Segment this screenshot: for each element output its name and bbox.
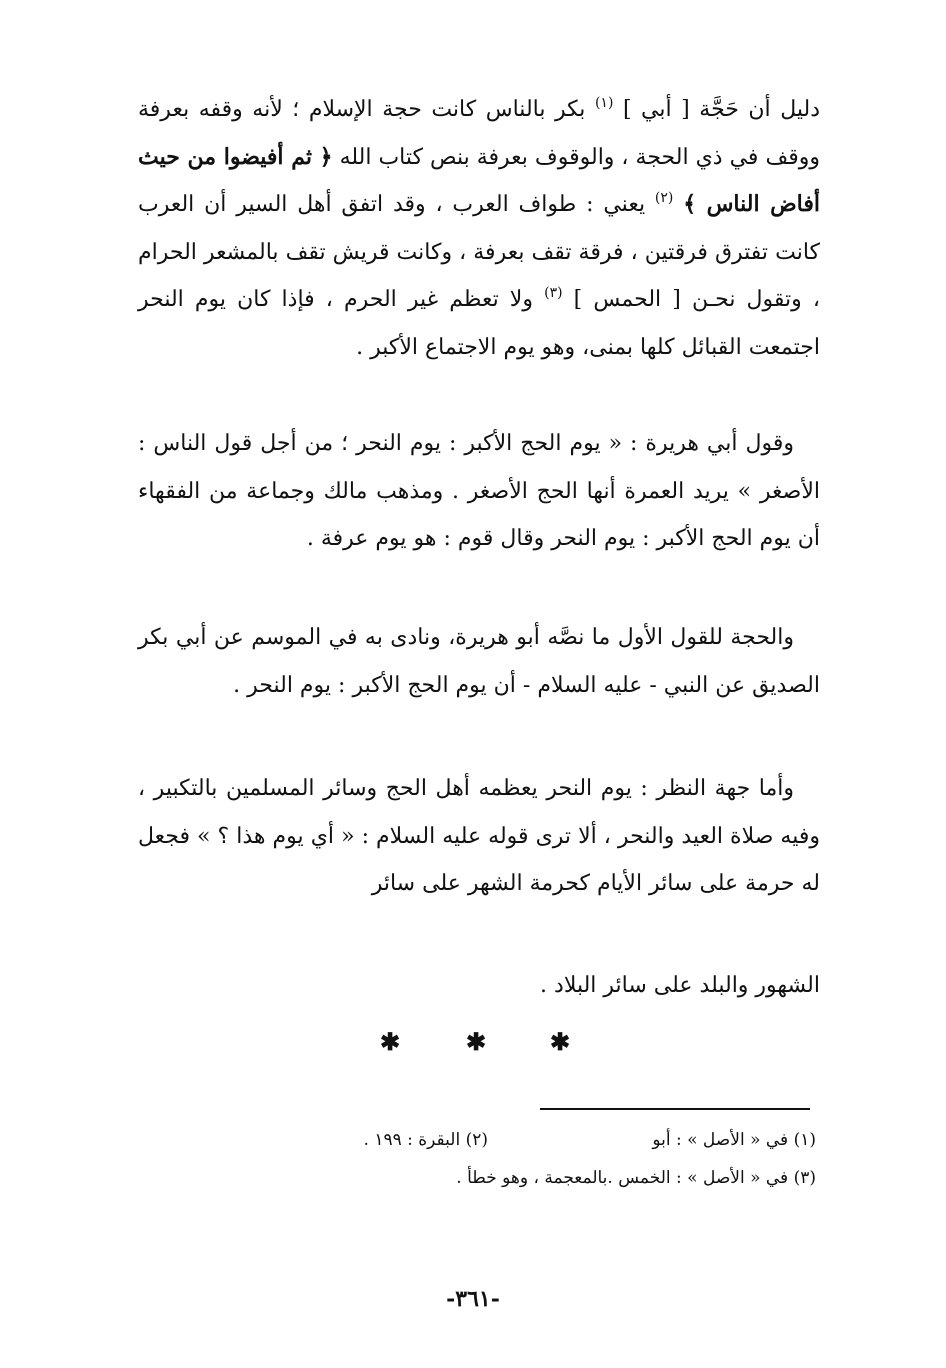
quran-quote: ﴿ ثم أفيضوا من حيث أفاض الناس ﴾ bbox=[138, 143, 820, 217]
paragraph-abu-hurayra: وقول أبي هريرة : « يوم الحج الأكبر : يوم النحر ؛ من أجل قول الناس : الأصغر » يريد العمرة أنها الحج الأصغر . ومذهب مالك وجماعة من الفقهاء أن يوم الحج الأكبر : يوم النحر وقال قوم : هو يوم عرفة . bbox=[138, 431, 820, 551]
footnote-ref-2: (٢) bbox=[654, 190, 674, 206]
paragraph-hajj-of-abu-bakr bbox=[138, 86, 820, 371]
footnote-ref-1: (١) bbox=[594, 95, 614, 111]
paragraph-text: يعني : طواف العرب ، وقد اتفق أهل السير أن العرب كانت تفترق فرقتين ، فرقة تقف بعرفة ، وكانت قريش تقف بالمشعر الحرام ، وتقول نحـن [ الحمس ] bbox=[138, 192, 820, 312]
footnote-2: (٢) البقرة : ١٩٩ . bbox=[363, 1130, 488, 1150]
paragraph-continuation: الشهور والبلد على سائر البلاد . bbox=[540, 973, 820, 998]
footnote-3: (٣) في « الأصل » : الخمس .بالمعجمة ، وهو خطأ . bbox=[456, 1168, 816, 1188]
footnote-1: (١) في « الأصل » : أبو bbox=[652, 1130, 816, 1150]
asterisk-icon: ✱ bbox=[466, 1027, 487, 1056]
footnote-divider bbox=[540, 1108, 810, 1110]
footnote-ref-3: (٣) bbox=[544, 285, 563, 301]
paragraph-text: بكر بالناس كانت حجة الإسلام ؛ لأنه وقفه بعرفة ووقف في ذي الحجة ، والوقوف بعرفة بنص كتاب الله bbox=[138, 97, 820, 170]
paragraph-text: ولا تعظم غير الحرم ، فإذا كان يوم النحر اجتمعت القبائل كلها بمنى، وهو يوم الاجتماع الأكبر . bbox=[138, 287, 820, 360]
asterisk-icon: ✱ bbox=[380, 1027, 401, 1056]
page-number-text: -٣٦١- bbox=[446, 1286, 500, 1312]
section-separator bbox=[330, 1022, 630, 1062]
paragraph-text: دليل أن حَجَّة [ أبي ] bbox=[613, 97, 820, 122]
asterisk-icon: ✱ bbox=[550, 1027, 571, 1056]
paragraph-reasoning: وأما جهة النظر : يوم النحر يعظمه أهل الحج وسائر المسلمين بالتكبير ، وفيه صلاة العيد والنحر ، ألا ترى قوله عليه السلام : « أي يوم هذا ؟ » فجعل له حرمة على سائر الأيام كحرمة الشهر على سائر bbox=[138, 776, 820, 896]
paragraph-evidence: والحجة للقول الأول ما نصَّه أبو هريرة، ونادى به في الموسم عن أبي بكر الصديق عن النبي - عليه السلام - أن يوم الحج الأكبر : يوم النحر . bbox=[138, 625, 820, 698]
